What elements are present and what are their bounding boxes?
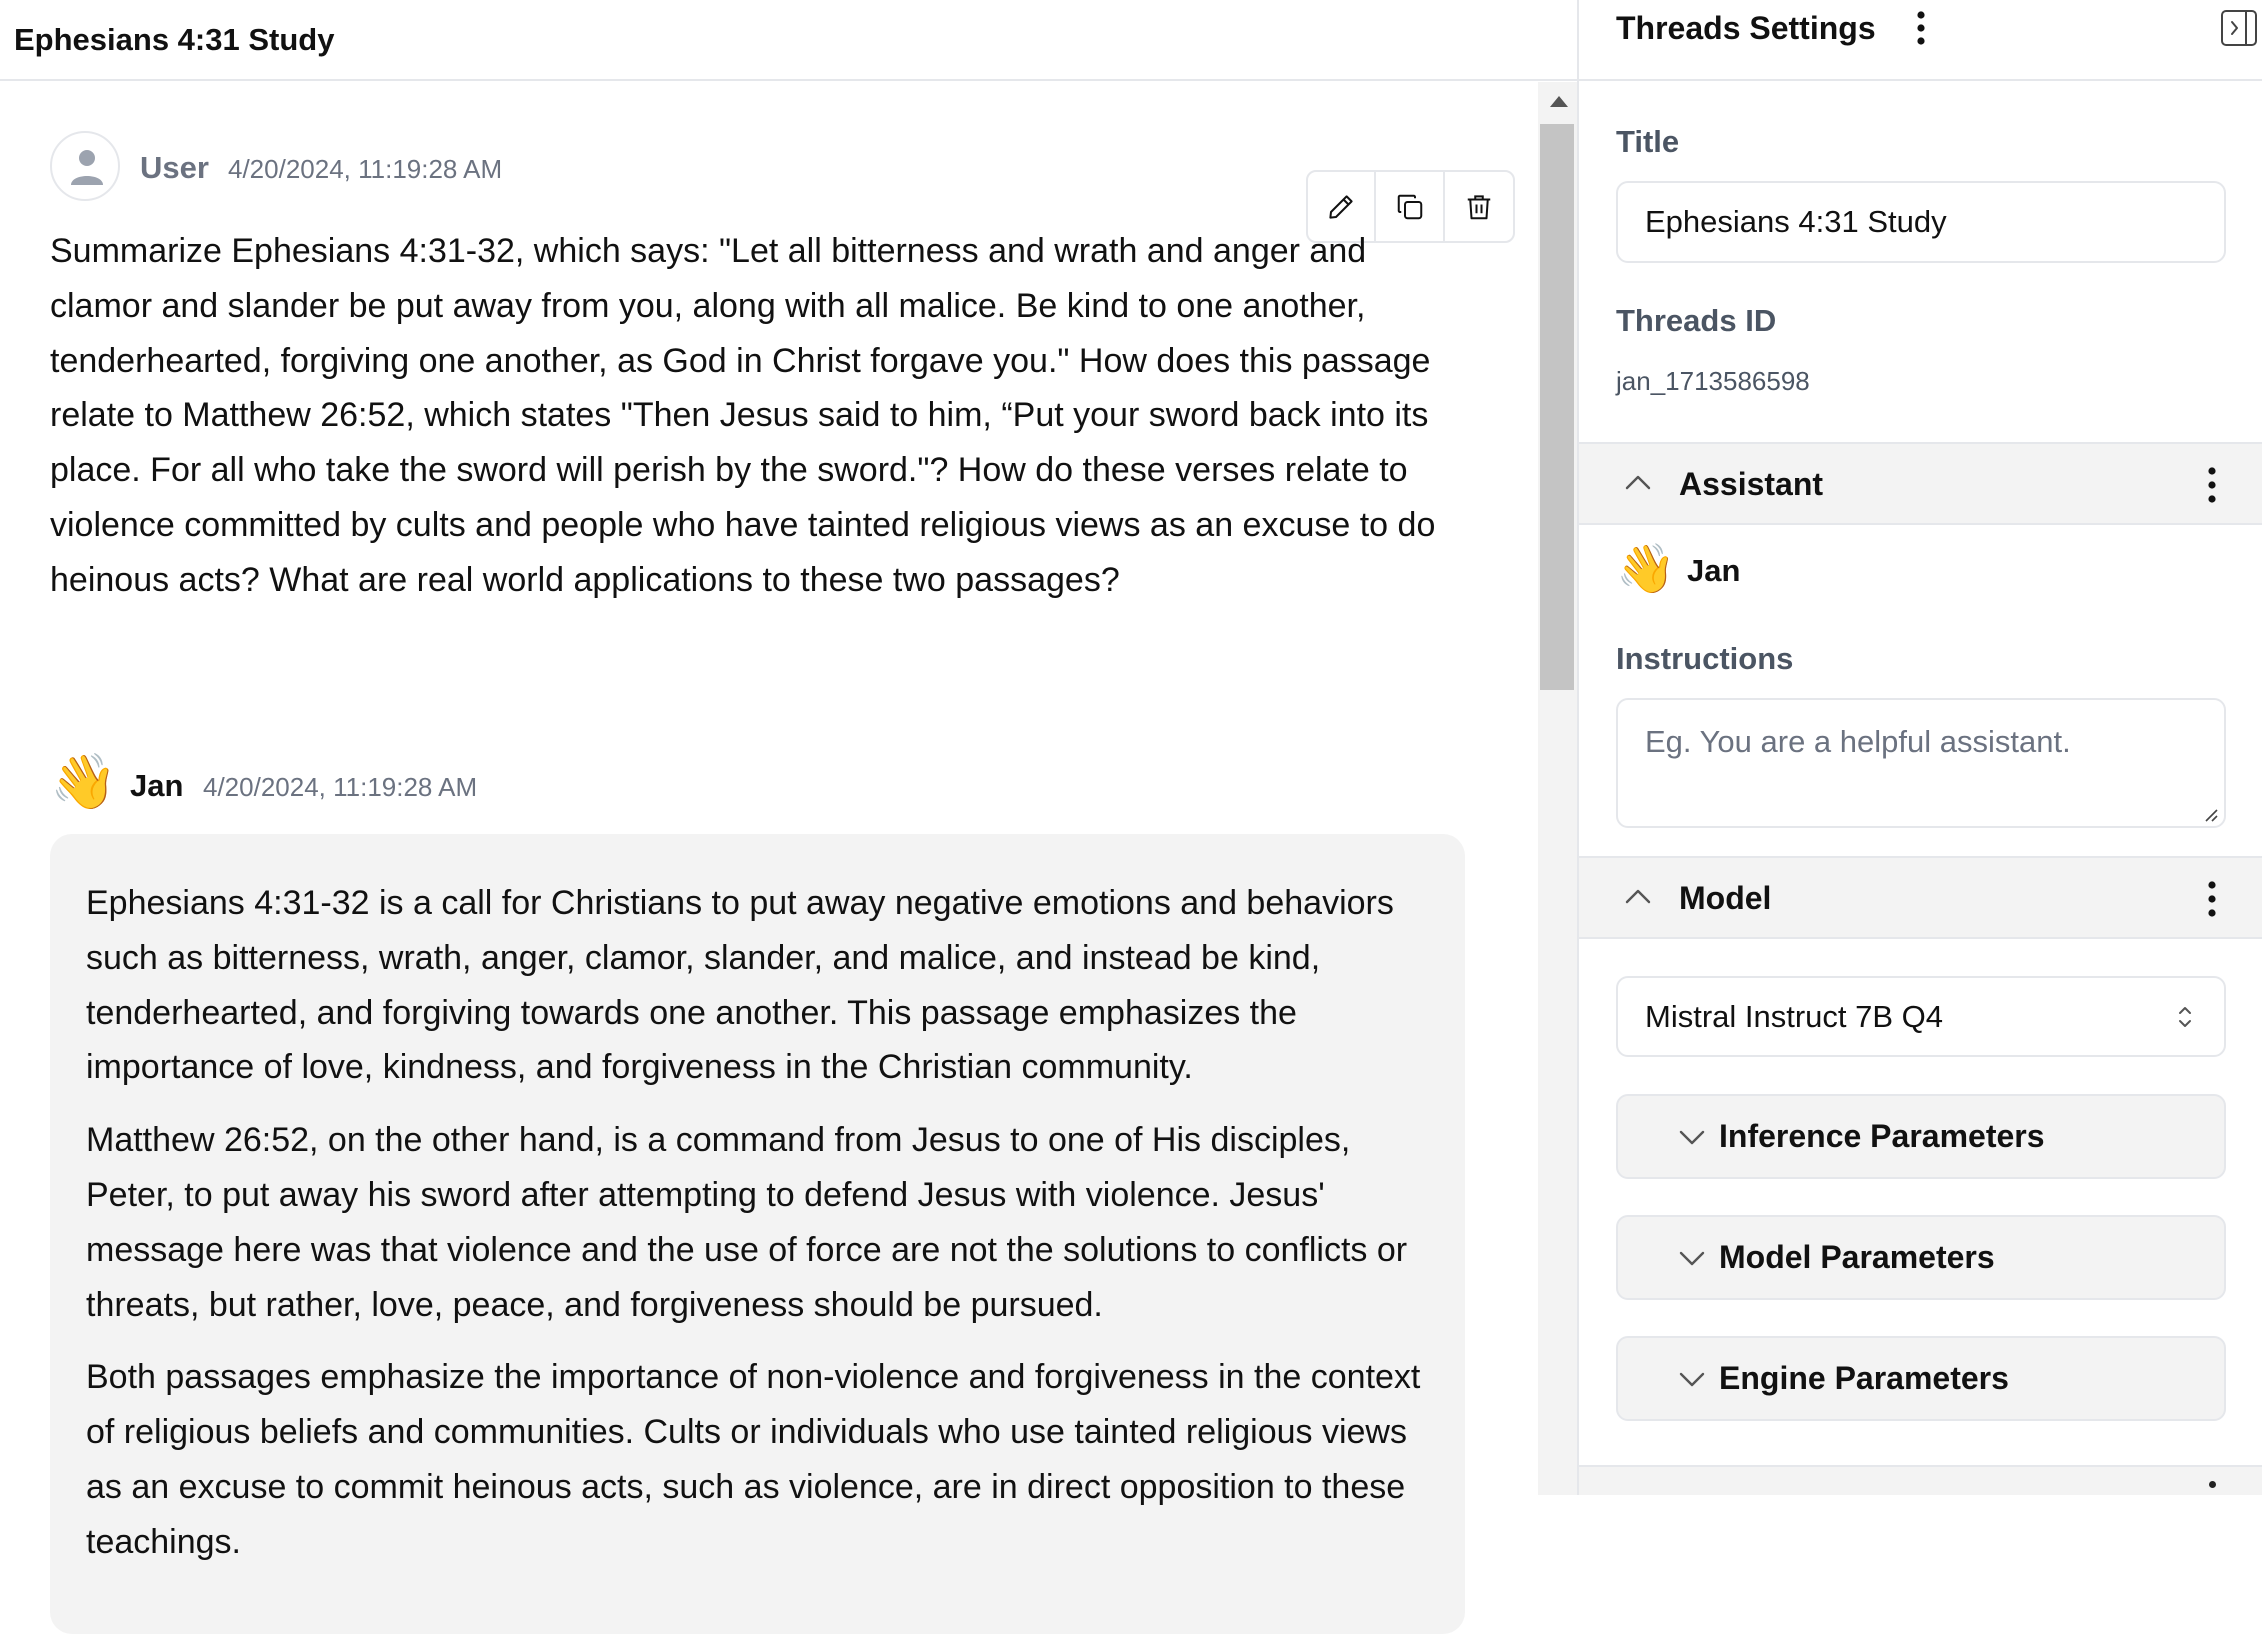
chevron-down-icon [1678, 1128, 1706, 1146]
panel-title: Threads Settings [1616, 10, 1876, 46]
panel-header [1579, 0, 2262, 81]
message-author: User [140, 150, 209, 185]
title-label: Title [1616, 124, 1680, 159]
assistant-wave-icon: 👋 [1616, 543, 1676, 596]
collapse-panel-button[interactable] [2220, 8, 2258, 48]
assistant-more-button[interactable] [2200, 463, 2224, 507]
kebab-menu-icon [2208, 466, 2216, 504]
message-author: Jan [130, 768, 184, 803]
assistant-avatar-wave-icon: 👋 [50, 752, 118, 812]
assistant-section-header[interactable] [1579, 442, 2262, 525]
model-parameters-title: Model Parameters [1719, 1239, 1995, 1275]
chevron-down-icon [1678, 1370, 1706, 1388]
thread-settings-panel [1577, 0, 2260, 1495]
instructions-placeholder: Eg. You are a helpful assistant. [1645, 724, 2071, 759]
message-paragraph: Both passages emphasize the importance of non-violence and forgiveness in the context of religious beliefs and communities. Cults or individuals who use tainted religious views as an excuse to commit heinous acts, such as violence, are in direct opposition to these teachings. [86, 1358, 1421, 1561]
message-timestamp: 4/20/2024, 11:19:28 AM [228, 154, 503, 184]
chevron-up-icon [1624, 887, 1652, 905]
model-section-header[interactable] [1579, 856, 2262, 939]
panel-more-button[interactable] [1909, 8, 1933, 48]
panel-collapse-icon [2220, 8, 2258, 48]
message-text: Summarize Ephesians 4:31-32, which says: "Let all bitterness and wrath and anger and clamor and slander be put away from you, along with all malice. Be kind to one another, tenderhearted, forgiving one another, as God in Christ forgave you." How does this passage relate to Matthew 26:52, which states "Then Jesus said to him, “Put your sword back into its place. For all who take the sword will perish by the sword."? How do these verses relate to violence committed by cults and people who have tainted religious views as an excuse to do heinous acts? What are real world applications to these two passages? [50, 232, 1436, 599]
inference-parameters-title: Inference Parameters [1719, 1118, 2045, 1154]
message-list[interactable] [0, 82, 1538, 1561]
scroll-up-arrow-icon[interactable] [1550, 96, 1568, 107]
trash-icon [1464, 192, 1494, 222]
thread-title: Ephesians 4:31 Study [14, 21, 335, 57]
thread-id-label: Threads ID [1616, 303, 1777, 338]
message-paragraph: Ephesians 4:31-32 is a call for Christians to put away negative emotions and behaviors such as bitterness, wrath, anger, clamor, slander, and malice, and instead be kind, tenderhearted, and forgiving towards one another. This passage emphasizes the importance of love, kindness, and forgiveness in the Christian community. [86, 884, 1394, 1087]
assistant-name: Jan [1687, 553, 1741, 588]
message-paragraph: Matthew 26:52, on the other hand, is a command from Jesus to one of His disciples, Peter, to put away his sword after attempting to defend Jesus with violence. Jesus' message here was that violence and the use of force are not the solutions to conflicts or threats, but rather, love, peace, and forgiveness should be pursued. [86, 1121, 1408, 1324]
scrollbar-thumb[interactable] [1540, 124, 1574, 690]
assistant-message-bubble [50, 834, 1465, 1634]
message-timestamp: 4/20/2024, 11:19:28 AM [203, 772, 478, 802]
kebab-menu-icon [1917, 10, 1925, 46]
next-section-header[interactable] [1579, 1467, 2262, 1495]
model-section-title: Model [1679, 880, 1772, 916]
chat-scrollbar[interactable] [1538, 82, 1577, 1495]
user-avatar [50, 131, 120, 201]
instructions-textarea[interactable] [1616, 698, 2226, 828]
kebab-menu-icon [2208, 880, 2216, 918]
model-select-value: Mistral Instruct 7B Q4 [1645, 998, 1944, 1034]
model-parameters-accordion[interactable] [1616, 1215, 2226, 1300]
kebab-menu-icon[interactable] [2209, 1481, 2216, 1488]
chevron-up-down-icon [2176, 1004, 2194, 1030]
engine-parameters-accordion[interactable] [1616, 1336, 2226, 1421]
chevron-down-icon [1678, 1249, 1706, 1267]
title-input[interactable] [1616, 181, 2226, 263]
resize-handle-icon[interactable] [2202, 806, 2218, 822]
model-select[interactable] [1616, 976, 2226, 1057]
edit-icon [1326, 192, 1356, 222]
thread-id-value: jan_1713586598 [1616, 366, 1810, 396]
user-icon [70, 149, 104, 187]
model-more-button[interactable] [2200, 877, 2224, 921]
engine-parameters-title: Engine Parameters [1719, 1360, 2009, 1396]
assistant-section-title: Assistant [1679, 466, 1824, 502]
title-input-value: Ephesians 4:31 Study [1645, 204, 1947, 239]
chevron-up-icon [1624, 473, 1652, 491]
inference-parameters-accordion[interactable] [1616, 1094, 2226, 1179]
chat-header [0, 0, 1577, 81]
copy-icon [1395, 192, 1425, 222]
instructions-label: Instructions [1616, 641, 1794, 676]
